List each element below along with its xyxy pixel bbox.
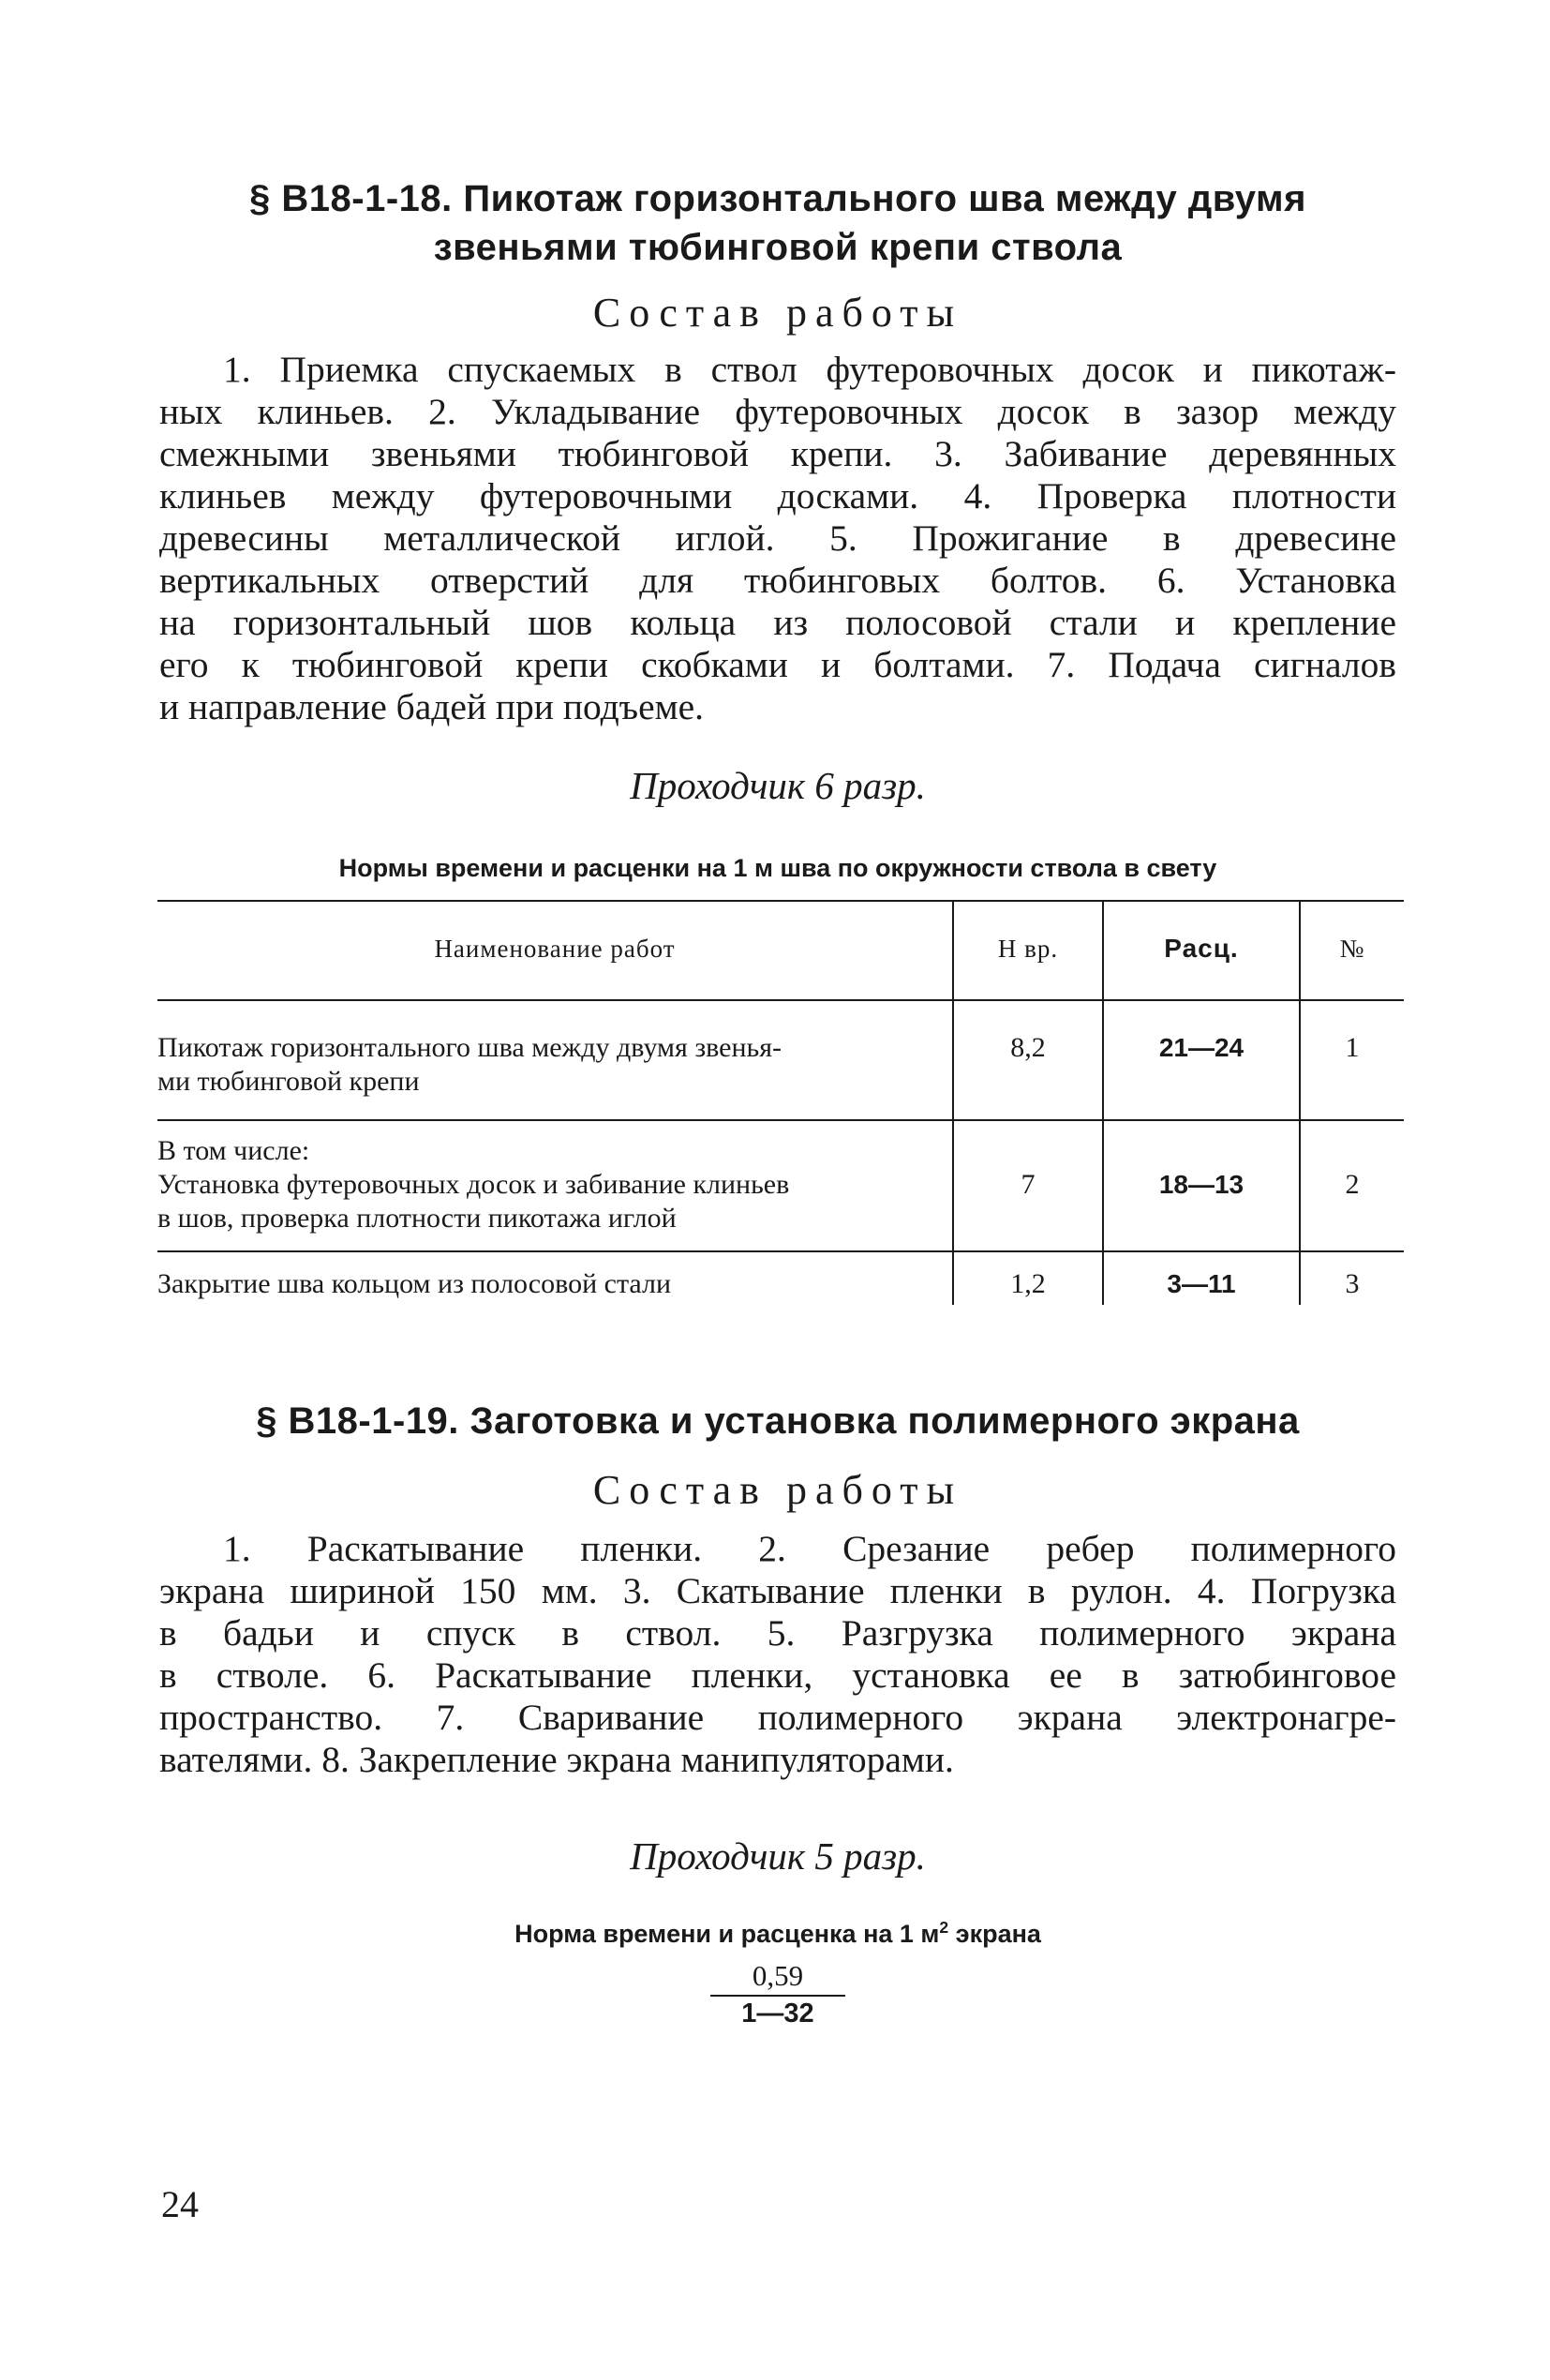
section-2-worker-grade: Проходчик 5 разр. [630, 1834, 926, 1878]
section-1-title-line-1: § В18-1-18. Пикотаж горизонтального шва между двумя [249, 178, 1306, 219]
page-number: 24 [161, 2183, 199, 2225]
norms-table [157, 900, 1404, 1305]
paragraph-line: 1. Приемка спускаемых в ствол футеровочных досок и пикотаж- [223, 349, 1396, 390]
table-header-rate: Расц. [1164, 934, 1239, 963]
table-header-norm: Н вр. [997, 935, 1059, 963]
table-header-number: № [1339, 935, 1365, 963]
table-row-1-rate: 21—24 [1158, 1033, 1244, 1062]
paragraph-line: на горизонтальный шов кольца из полосовой стали и крепление [159, 602, 1396, 643]
section-2-composition-heading: Состав работы [592, 1467, 963, 1513]
paragraph-line: древесины металлической иглой. 5. Прожигание в древесине [159, 517, 1396, 559]
norm-fraction [693, 1959, 862, 2029]
table-row-3-rate: 3—11 [1167, 1269, 1236, 1298]
table-rule [157, 1250, 1404, 1252]
section-2-paragraph [159, 1528, 1396, 1781]
paragraph-line: клиньев между футеровочными досками. 4. Проверка плотности [159, 475, 1396, 516]
table-cell-line: ми тюбинговой крепи [157, 1066, 420, 1097]
paragraph-line: вателями. 8. Закрепление экрана манипуляторами. [159, 1739, 954, 1780]
section-1-composition-heading: Состав работы [592, 290, 963, 336]
table-row-2-norm: 7 [1021, 1169, 1036, 1200]
norm-caption-tail: экрана [948, 1920, 1041, 1948]
table-cell-line: Установка футеровочных досок и забивание клиньев [157, 1169, 790, 1200]
table-rule [157, 999, 1404, 1001]
table-rule [157, 900, 1404, 902]
table-header-name: Наименование работ [434, 935, 676, 963]
table-cell-line: в шов, проверка плотности пикотажа иглой [157, 1203, 677, 1234]
paragraph-line: ных клиньев. 2. Укладывание футеровочных досок в зазор между [159, 391, 1396, 432]
section-2-title: § В18-1-19. Заготовка и установка полимерного экрана [256, 1400, 1300, 1442]
norm-caption-text: Норма времени и расценка на 1 м [514, 1920, 940, 1948]
paragraph-line: смежными звеньями тюбинговой крепи. 3. Забивание деревянных [159, 433, 1396, 474]
table-cell-line: Закрытие шва кольцом из полосовой стали [157, 1268, 672, 1299]
table-rule [157, 1119, 1404, 1121]
section-1-table-caption: Нормы времени и расценки на 1 м шва по окружности ствола в свету [338, 854, 1217, 882]
rate-value: 1—32 [741, 1998, 814, 2028]
paragraph-line: экрана шириной 150 мм. 3. Скатывание пленки в рулон. 4. Погрузка [159, 1570, 1396, 1611]
table-row-1-name [157, 1031, 945, 1099]
section-2-norm-caption [159, 1910, 1396, 1951]
table-cell-line: В том числе: [157, 1135, 310, 1166]
section-1-worker-grade: Проходчик 6 разр. [630, 764, 926, 807]
table-cell-line: Пикотаж горизонтального шва между двумя звенья- [157, 1032, 782, 1063]
paragraph-line: вертикальных отверстий для тюбинговых болтов. 6. Установка [159, 560, 1396, 601]
table-row-2-number: 2 [1345, 1169, 1360, 1200]
norm-value: 0,59 [752, 1959, 804, 1992]
paragraph-line: 1. Раскатывание пленки. 2. Срезание ребер полимерного [223, 1528, 1396, 1569]
section-1-paragraph [159, 349, 1396, 728]
table-row-3-norm: 1,2 [1010, 1268, 1046, 1299]
paragraph-line: в стволе. 6. Раскатывание пленки, установка ее в затюбинговое [159, 1654, 1396, 1696]
paragraph-line: и направление бадей при подъеме. [159, 686, 705, 727]
table-row-2-rate: 18—13 [1158, 1170, 1244, 1199]
paragraph-line: в бадьи и спуск в ствол. 5. Разгрузка полимерного экрана [159, 1612, 1396, 1654]
table-row-2-name [157, 1134, 945, 1235]
fraction-bar [710, 1995, 845, 1997]
table-row-3-name [157, 1267, 945, 1301]
section-1-title [159, 174, 1396, 272]
paragraph-line: пространство. 7. Сваривание полимерного экрана электронагре- [159, 1697, 1396, 1738]
table-row-1-number: 1 [1345, 1032, 1360, 1063]
paragraph-line: его к тюбинговой крепи скобками и болтами. 7. Подача сигналов [159, 644, 1396, 685]
section-1-title-line-2: звеньями тюбинговой крепи ствола [433, 227, 1123, 268]
table-row-3-number: 3 [1345, 1268, 1360, 1299]
table-row-1-norm: 8,2 [1010, 1032, 1046, 1063]
norm-caption-superscript: 2 [939, 1918, 949, 1937]
